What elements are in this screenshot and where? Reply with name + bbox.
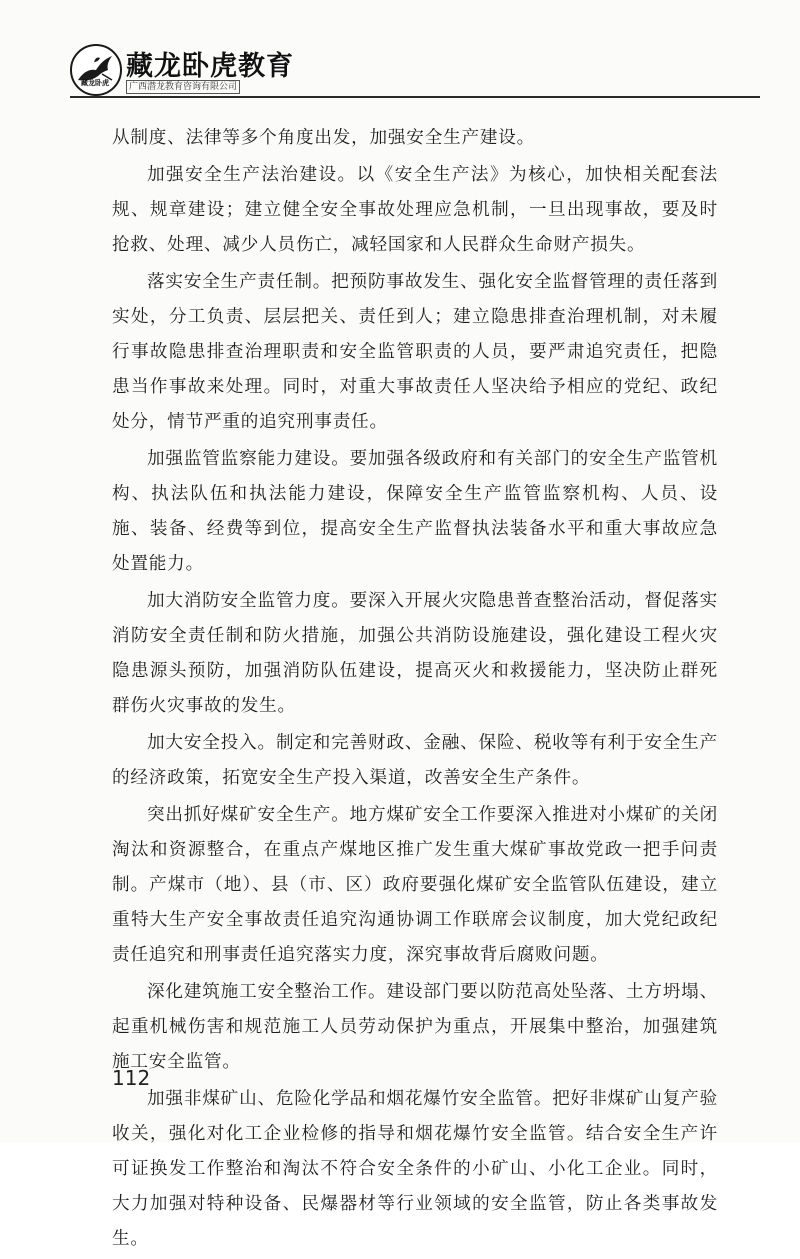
paragraph-safety-investment: 加大安全投入。制定和完善财政、金融、保险、税收等有利于安全生产的经济政策，拓宽安全生产投入渠道，改善安全生产条件。 — [112, 733, 718, 788]
logo-caption: 藏龙卧虎 — [81, 79, 109, 87]
paragraph-fire-safety: 加大消防安全监管力度。要深入开展火灾隐患普查整治活动，督促落实消防安全责任制和防火措施，加强公共消防设施建设，强化建设工程火灾隐患源头预防，加强消防队伍建设，提高灭火和救援能力，坚决防止群死群伤火灾事故的发生。 — [112, 591, 718, 716]
paragraph-supervision-capacity: 加强监管监察能力建设。要加强各级政府和有关部门的安全生产监管机构、执法队伍和执法能力建设，保障安全生产监管监察机构、人员、设施、装备、经费等到位，提高安全生产监督执法装备水平和重大事故应急处置能力。 — [112, 449, 718, 574]
brand-title: 藏龙卧虎教育 — [126, 51, 294, 82]
body-text — [112, 121, 718, 1259]
page-header — [70, 40, 760, 102]
paragraph-legal-construction: 加强安全生产法治建设。以《安全生产法》为核心，加快相关配套法规、规章建设；建立健全安全事故处理应急机制，一旦出现事故，要及时抢救、处理、减少人员伤亡，减轻国家和人民群众生命财产损失。 — [112, 165, 718, 255]
brand-subtitle: 广西潜龙教育咨询有限公司 — [126, 80, 240, 94]
paragraph-construction-safety: 深化建筑施工安全整治工作。建设部门要以防范高处坠落、土方坍塌、起重机械伤害和规范施工人员劳动保护为重点，开展集中整治，加强建筑施工安全监管。 — [112, 982, 718, 1072]
page-number: 112 — [112, 1066, 151, 1090]
paragraph-non-coal-mines: 加强非煤矿山、危险化学品和烟花爆竹安全监管。把好非煤矿山复产验收关，强化对化工企业检修的指导和烟花爆竹安全监管。结合安全生产许可证换发工作整治和淘汰不符合安全条件的小矿山、小化工企业。同时，大力加强对特种设备、民爆器材等行业领域的安全监管，防止各类事故发生。 — [112, 1089, 718, 1249]
paragraph-continuation: 从制度、法律等多个角度出发，加强安全生产建设。 — [112, 128, 536, 148]
paragraph-coal-mine-safety: 突出抓好煤矿安全生产。地方煤矿安全工作要深入推进对小煤矿的关闭淘汰和资源整合，在重点产煤地区推广发生重大煤矿事故党政一把手问责制。产煤市（地）、县（市、区）政府要强化煤矿安全监管队伍建设，建立重特大生产安全事故责任追究沟通协调工作联席会议制度，加大党纪政纪责任追究和刑事责任追究落实力度，深究事故背后腐败问题。 — [112, 805, 718, 965]
brand-logo — [70, 44, 122, 96]
header-divider — [70, 96, 760, 98]
paragraph-responsibility-system: 落实安全生产责任制。把预防事故发生、强化安全监督管理的责任落到实处，分工负责、层层把关、责任到人；建立隐患排查治理机制，对未履行事故隐患排查治理职责和安全监管职责的人员，要严肃追究责任，把隐患当作事故来处理。同时，对重大事故责任人坚决给予相应的党纪、政纪处分，情节严重的追究刑事责任。 — [112, 272, 718, 432]
